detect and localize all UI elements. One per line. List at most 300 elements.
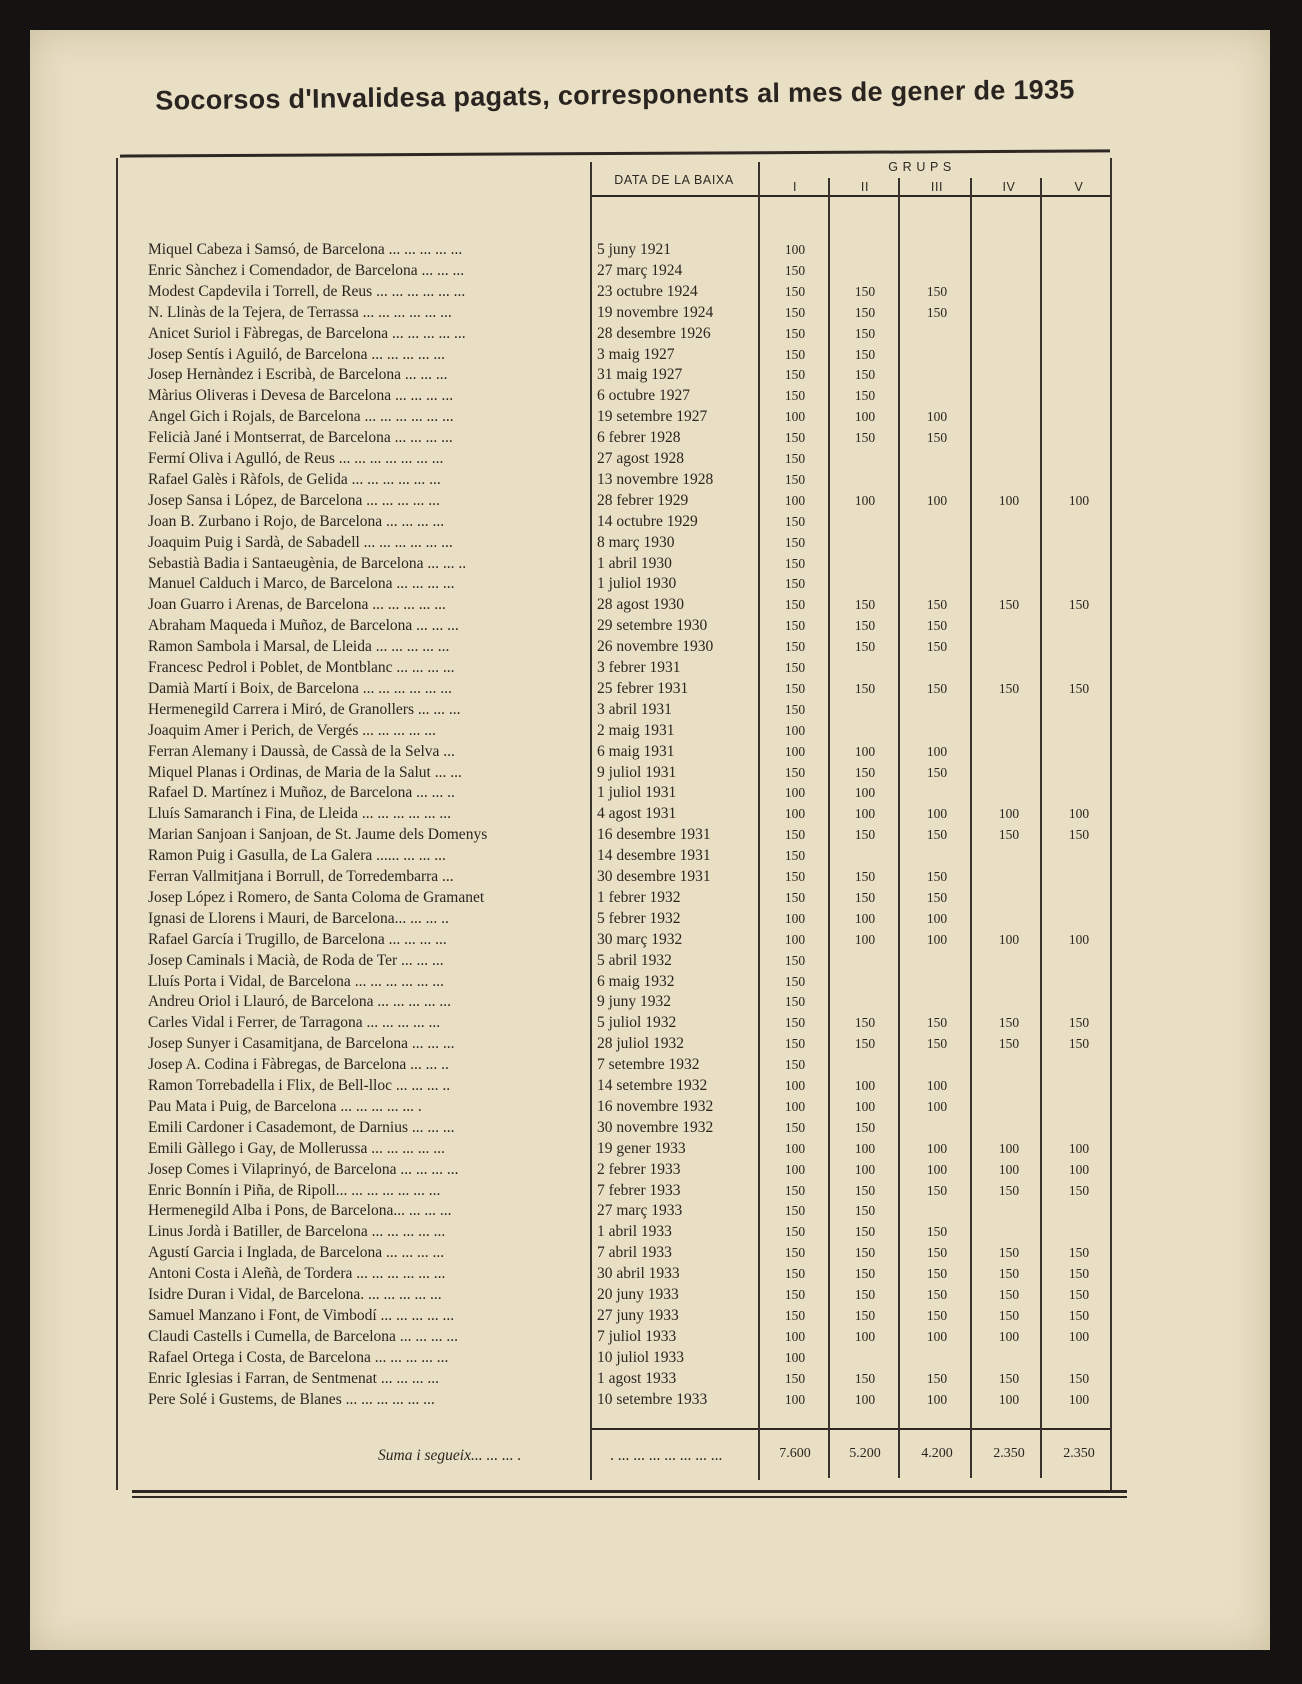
group-amount: 150 [784,1182,806,1198]
group-amount: 150 [998,1266,1020,1282]
group-amount: 150 [998,1036,1020,1052]
group-amount: 150 [926,1224,948,1240]
group-amount: 150 [784,471,806,487]
discharge-date: 3 abril 1931 [597,700,672,718]
beneficiary-name: Ramon Puig i Gasulla, de La Galera ...... ... ... ... [148,847,446,865]
discharge-date: 2 febrer 1933 [597,1160,681,1178]
group-amount: 100 [998,1391,1020,1407]
table-row [0,491,1302,511]
table-row [0,1306,1302,1326]
table-row [0,721,1302,741]
discharge-date: 19 gener 1933 [597,1139,686,1157]
discharge-date: 20 juny 1933 [597,1286,679,1303]
group-amount: 100 [854,910,876,926]
beneficiary-name: Anicet Suriol i Fàbregas, de Barcelona ... ... ... ... ... [148,324,466,342]
group-amount: 150 [926,827,948,843]
group-amount: 100 [854,806,876,822]
table-row [0,888,1302,908]
group-amount: 150 [784,764,806,780]
group-amount: 150 [784,367,806,383]
discharge-date: 16 desembre 1931 [597,826,711,844]
discharge-date: 27 març 1924 [597,261,683,279]
group-amount: 150 [784,889,806,905]
group-amount: 100 [854,1098,876,1114]
discharge-date: 1 abril 1930 [597,554,672,572]
beneficiary-name: Hermenegild Carrera i Miró, de Granollers ... ... ... [148,700,461,718]
group-amount: 100 [998,1140,1020,1156]
discharge-date: 6 febrer 1928 [597,429,681,447]
group-amount: 150 [926,283,948,299]
group-amount: 150 [854,1203,876,1219]
group-amount: 150 [784,513,806,529]
group-amount: 150 [784,827,806,843]
beneficiary-name: Sebastià Badia i Santaeugènia, de Barcelona ... ... .. [148,554,467,572]
beneficiary-name: Enric Bonnín i Piña, de Ripoll... ... ... ... ... ... ... [148,1181,441,1199]
table-row [0,1181,1302,1201]
discharge-date: 16 novembre 1932 [597,1097,714,1115]
group-amount: 100 [1068,1328,1090,1344]
total-group-v: 2.350 [1063,1446,1095,1461]
table-row [0,386,1302,406]
table-row [0,1222,1302,1242]
group-amount: 100 [854,1161,876,1177]
group-amount: 100 [1068,1161,1090,1177]
group-amount: 150 [784,848,806,864]
discharge-date: 6 maig 1931 [597,742,675,760]
table-row [0,1118,1302,1138]
discharge-date: 19 setembre 1927 [597,408,708,426]
table-row [0,1076,1302,1096]
beneficiary-name: Ferran Vallmitjana i Borrull, de Torredembarra ... [148,868,454,885]
beneficiary-name: Joan B. Zurbano i Rojo, de Barcelona ... ... ... ... [148,512,445,530]
group-amount: 150 [784,388,806,404]
group-amount: 150 [854,618,876,634]
group-amount: 100 [784,1328,806,1344]
discharge-date: 26 novembre 1930 [597,638,714,656]
beneficiary-name: Modest Capdevila i Torrell, de Reus ... ... ... ... ... ... [148,282,466,300]
group-amount: 100 [926,1078,948,1093]
table-row [0,972,1302,992]
beneficiary-name: Enric Sànchez i Comendador, de Barcelona ... ... ... [148,261,465,279]
discharge-date: 23 octubre 1924 [597,282,698,300]
discharge-date: 27 agost 1928 [597,450,684,467]
group-ii-header: II [860,180,870,194]
group-amount: 100 [784,806,806,822]
discharge-date: 4 agost 1931 [597,805,677,823]
discharge-date: 28 febrer 1929 [597,491,689,509]
group-amount: 150 [1068,827,1090,843]
group-amount: 100 [998,1161,1020,1177]
group-amount: 150 [1068,1307,1090,1323]
group-amount: 150 [784,534,806,550]
group-amount: 150 [854,680,876,696]
discharge-date: 2 maig 1931 [597,721,675,739]
group-amount: 150 [784,639,806,655]
beneficiary-name: Josep A. Codina i Fàbregas, de Barcelona ... ... .. [148,1056,449,1074]
beneficiary-name: Felicià Jané i Montserrat, de Barcelona ... ... ... ... [148,429,453,447]
group-amount: 150 [1068,1036,1090,1052]
group-amount: 150 [926,680,948,696]
group-amount: 100 [854,1140,876,1156]
group-amount: 150 [926,618,948,634]
discharge-date: 29 setembre 1930 [597,617,708,635]
beneficiary-name: Ramon Sambola i Marsal, de Lleida ... ... ... ... ... [148,638,450,656]
group-amount: 100 [926,743,948,759]
beneficiary-name: Agustí Garcia i Inglada, de Barcelona ... ... ... ... [148,1244,445,1262]
group-amount: 150 [998,680,1020,696]
totals-rule [590,1428,1110,1430]
table-row [0,909,1302,929]
group-amount: 100 [926,1140,948,1156]
group-amount: 100 [784,722,806,738]
date-column-header: DATA DE LA BAIXA [614,173,734,187]
group-amount: 150 [998,1182,1020,1198]
beneficiary-name: Carles Vidal i Ferrer, de Tarragona ... ... ... ... ... [148,1014,441,1032]
beneficiary-name: Josep Comes i Vilaprinyó, de Barcelona ... ... ... ... [148,1160,459,1178]
group-amount: 100 [1068,492,1090,508]
group-amount: 100 [854,785,876,801]
beneficiary-name: Josep Hernàndez i Escribà, de Barcelona ... ... ... [148,366,448,384]
beneficiary-name: Pau Mata i Puig, de Barcelona ... ... ... ... ... . [148,1097,422,1115]
subtotal-leader-dots: . ... ... ... ... ... ... ... [610,1447,723,1464]
table-row [0,1139,1302,1159]
beneficiary-name: Miquel Cabeza i Samsó, de Barcelona ... ... ... ... ... [148,241,463,258]
beneficiary-name: N. Llinàs de la Tejera, de Terrassa ... ... ... ... ... ... [148,303,452,321]
group-amount: 100 [854,409,876,425]
group-amount: 150 [854,325,876,341]
beneficiary-name: Fermí Oliva i Agulló, de Reus ... ... ... ... ... ... ... [148,450,444,467]
group-amount: 150 [998,1370,1020,1386]
group-amount: 100 [1068,806,1090,822]
beneficiary-name: Emili Cardoner i Casademont, de Darnius ... ... ... [148,1118,455,1136]
beneficiary-name: Miquel Planas i Ordinas, de Maria de la Salut ... ... [148,763,462,781]
beneficiary-name: Màrius Oliveras i Devesa de Barcelona ... ... ... ... [148,387,454,405]
group-amount: 150 [1068,1182,1090,1198]
table-row [0,1348,1302,1368]
discharge-date: 14 octubre 1929 [597,512,698,530]
group-amount: 150 [784,304,806,320]
beneficiary-name: Enric Iglesias i Farran, de Sentmenat ... ... ... ... [148,1369,439,1387]
group-amount: 150 [926,1307,948,1323]
group-amount: 100 [998,1328,1020,1344]
beneficiary-name: Andreu Oriol i Llauró, de Barcelona ... ... ... ... ... [148,993,452,1011]
table-row [0,428,1302,448]
group-amount: 150 [784,1015,806,1031]
beneficiary-name: Josep López i Romero, de Santa Coloma de Gramanet [148,888,485,906]
total-group-i: 7.600 [779,1446,811,1461]
group-amount: 100 [784,409,806,425]
group-amount: 150 [926,1015,948,1031]
table-row [0,804,1302,824]
discharge-date: 5 juliol 1932 [597,1014,677,1032]
group-amount: 100 [784,1161,806,1177]
group-amount: 150 [784,325,806,341]
beneficiary-name: Rafael García i Trugillo, de Barcelona ... ... ... ... [148,930,447,948]
group-amount: 150 [784,1245,806,1261]
group-amount: 150 [854,1266,876,1282]
table-row [0,1160,1302,1180]
table-row [0,930,1302,950]
group-amount: 100 [926,409,948,425]
group-amount: 150 [854,1245,876,1261]
group-amount: 150 [926,1370,948,1386]
table-bottom-rule [132,1490,1127,1493]
group-i-header: I [792,180,798,194]
group-amount: 150 [1068,1245,1090,1261]
group-amount: 150 [1068,597,1090,613]
group-amount: 150 [926,430,948,446]
discharge-date: 25 febrer 1931 [597,679,689,697]
subtotal-label: Suma i segueix... ... ... . [378,1447,522,1464]
group-amount: 150 [784,576,806,592]
group-amount: 150 [1068,680,1090,696]
group-amount: 100 [926,931,948,947]
beneficiary-name: Josep Sentís i Aguiló, de Barcelona ... ... ... ... ... [148,345,446,363]
table-row [0,1327,1302,1347]
beneficiary-name: Lluís Samaranch i Fina, de Lleida ... ... ... ... ... ... [148,805,452,823]
group-amount: 150 [926,764,948,780]
table-row [0,449,1302,469]
beneficiary-name: Ferran Alemany i Daussà, de Cassà de la Selva ... [148,742,455,760]
beneficiary-name: Ignasi de Llorens i Mauri, de Barcelona... ... ... .. [148,909,449,927]
beneficiary-name: Linus Jordà i Batiller, de Barcelona ... ... ... ... ... [148,1223,446,1241]
page-title: Socorsos d'Invalidesa pagats, corresponents al mes de gener de 1935 [155,74,1075,116]
group-amount: 150 [854,1015,876,1031]
group-amount: 150 [784,430,806,446]
groups-header: G R U P S [888,160,952,174]
discharge-date: 8 març 1930 [597,533,675,551]
group-amount: 150 [854,1036,876,1052]
group-amount: 150 [784,1224,806,1240]
group-amount: 100 [926,492,948,508]
discharge-date: 13 novembre 1928 [597,470,714,488]
group-amount: 150 [854,1307,876,1323]
group-amount: 150 [998,1307,1020,1323]
beneficiary-name: Lluís Porta i Vidal, de Barcelona ... ... ... ... ... ... [148,972,444,990]
discharge-date: 7 abril 1933 [597,1244,672,1262]
group-amount: 150 [926,1245,948,1261]
discharge-date: 1 juliol 1931 [597,784,677,802]
beneficiary-name: Joan Guarro i Arenas, de Barcelona ... ... ... ... ... [148,596,446,614]
group-amount: 100 [854,743,876,759]
group-amount: 100 [926,910,948,926]
group-amount: 100 [784,1098,806,1114]
table-row [0,825,1302,845]
table-row [0,574,1302,594]
group-amount: 150 [854,597,876,613]
beneficiary-name: Pere Solé i Gustems, de Blanes ... ... ... ... ... ... [148,1390,435,1408]
discharge-date: 28 desembre 1926 [597,324,711,342]
table-row [0,1055,1302,1075]
discharge-date: 9 juliol 1931 [597,763,677,781]
group-amount: 150 [854,827,876,843]
table-row [0,1201,1302,1221]
beneficiary-name: Francesc Pedrol i Poblet, de Montblanc ... ... ... ... [148,659,455,676]
group-amount: 150 [854,430,876,446]
discharge-date: 14 desembre 1931 [597,847,711,865]
table-row [0,533,1302,553]
group-amount: 150 [854,283,876,299]
table-row [0,742,1302,762]
group-amount: 150 [784,1287,806,1302]
group-amount: 150 [784,555,806,571]
group-amount: 150 [784,1370,806,1386]
group-amount: 150 [784,618,806,634]
group-amount: 150 [926,1287,948,1302]
group-amount: 100 [926,1098,948,1114]
table-row [0,261,1302,281]
discharge-date: 10 juliol 1933 [597,1348,684,1366]
discharge-date: 27 març 1933 [597,1202,683,1220]
discharge-date: 1 abril 1933 [597,1223,672,1241]
discharge-date: 7 juliol 1933 [597,1327,677,1345]
beneficiary-name: Manuel Calduch i Marco, de Barcelona ... ... ... ... [148,575,455,593]
group-amount: 100 [784,910,806,926]
group-amount: 150 [784,451,806,466]
group-amount: 150 [854,1287,876,1302]
table-row [0,637,1302,657]
group-amount: 100 [926,1161,948,1177]
table-row [0,512,1302,532]
table-row [0,595,1302,615]
group-amount: 150 [926,869,948,884]
table-row [0,700,1302,720]
group-amount: 150 [1068,1287,1090,1302]
group-amount: 100 [998,806,1020,822]
table-row [0,783,1302,803]
group-amount: 100 [854,1391,876,1407]
discharge-date: 5 abril 1932 [597,951,672,969]
group-amount: 150 [854,1182,876,1198]
beneficiary-name: Damià Martí i Boix, de Barcelona ... ... ... ... ... ... [148,679,452,697]
group-amount: 100 [784,1391,806,1407]
group-amount: 150 [998,827,1020,843]
table-row [0,1264,1302,1284]
beneficiary-name: Antoni Costa i Aleñà, de Tordera ... ... ... ... ... ... [148,1265,446,1283]
group-amount: 150 [784,283,806,299]
beneficiary-name: Marian Sanjoan i Sanjoan, de St. Jaume dels Domenys [148,826,488,844]
group-amount: 150 [854,1370,876,1386]
table-row [0,282,1302,302]
group-amount: 100 [784,1349,806,1365]
table-bottom-rule-thin [132,1496,1127,1498]
beneficiary-name: Abraham Maqueda i Muñoz, de Barcelona ... ... ... [148,617,459,635]
group-amount: 150 [926,597,948,613]
discharge-date: 3 maig 1927 [597,345,675,363]
group-amount: 100 [854,492,876,508]
beneficiary-name: Angel Gich i Rojals, de Barcelona ... ... ... ... ... ... [148,408,454,426]
discharge-date: 27 juny 1933 [597,1306,679,1324]
discharge-date: 7 febrer 1933 [597,1181,681,1199]
group-amount: 150 [926,889,948,905]
table-row [0,1013,1302,1033]
group-amount: 150 [998,1245,1020,1261]
beneficiary-name: Joaquim Puig i Sardà, de Sabadell ... ... ... ... ... ... [148,533,453,551]
group-amount: 150 [784,994,806,1010]
group-amount: 100 [784,1140,806,1156]
table-row [0,1390,1302,1410]
group-amount: 150 [784,973,806,989]
group-amount: 100 [784,931,806,947]
group-amount: 150 [854,639,876,655]
group-amount: 150 [784,346,806,362]
beneficiary-name: Joaquim Amer i Perich, de Vergés ... ... ... ... ... [148,721,436,739]
table-row [0,324,1302,344]
group-amount: 150 [854,1119,876,1135]
table-row [0,616,1302,636]
table-row [0,992,1302,1012]
group-amount: 100 [1068,1391,1090,1407]
group-amount: 100 [784,492,806,508]
group-amount: 150 [784,1266,806,1282]
group-amount: 150 [1068,1266,1090,1282]
group-amount: 150 [1068,1015,1090,1031]
group-amount: 150 [854,764,876,780]
group-amount: 150 [784,869,806,884]
group-amount: 100 [784,743,806,759]
group-amount: 100 [784,242,806,257]
discharge-date: 14 setembre 1932 [597,1077,708,1094]
group-amount: 150 [784,680,806,696]
table-row [0,846,1302,866]
discharge-date: 6 octubre 1927 [597,387,690,405]
table-row [0,303,1302,323]
group-amount: 150 [784,1057,806,1073]
beneficiary-name: Josep Sunyer i Casamitjana, de Barcelona ... ... ... [148,1035,455,1053]
discharge-date: 9 juny 1932 [597,993,672,1011]
group-amount: 100 [784,785,806,801]
table-row [0,1369,1302,1389]
group-amount: 150 [926,639,948,655]
table-row [0,407,1302,427]
discharge-date: 30 abril 1933 [597,1265,680,1283]
discharge-date: 19 novembre 1924 [597,303,714,321]
group-amount: 150 [998,1015,1020,1031]
table-row [0,470,1302,490]
group-amount: 100 [926,1328,948,1344]
discharge-date: 30 desembre 1931 [597,868,711,885]
group-amount: 100 [1068,931,1090,947]
beneficiary-name: Ramon Torrebadella i Flix, de Bell-lloc ... ... ... .. [148,1077,451,1094]
group-amount: 150 [784,262,806,278]
discharge-date: 6 maig 1932 [597,972,675,990]
beneficiary-name: Claudi Castells i Cumella, de Barcelona ... ... ... ... [148,1327,458,1345]
discharge-date: 5 febrer 1932 [597,909,681,927]
beneficiary-name: Josep Caminals i Macià, de Roda de Ter ... ... ... [148,951,444,969]
group-amount: 100 [998,931,1020,947]
total-group-iv: 2.350 [993,1446,1025,1461]
discharge-date: 31 maig 1927 [597,366,683,384]
beneficiary-name: Isidre Duran i Vidal, de Barcelona. ... ... ... ... ... [148,1286,442,1303]
group-amount: 150 [854,304,876,320]
table-row [0,554,1302,574]
beneficiary-name: Rafael Galès i Ràfols, de Gelida ... ... ... ... ... ... [148,470,441,488]
discharge-date: 5 juny 1921 [597,241,672,258]
beneficiary-name: Hermenegild Alba i Pons, de Barcelona... ... ... ... [148,1202,452,1220]
discharge-date: 30 novembre 1932 [597,1118,714,1136]
group-amount: 150 [854,346,876,362]
table-row [0,345,1302,365]
table-row [0,951,1302,971]
group-amount: 100 [854,1078,876,1093]
discharge-date: 28 agost 1930 [597,596,684,614]
discharge-date: 1 juliol 1930 [597,575,677,593]
discharge-date: 1 agost 1933 [597,1369,677,1387]
table-row [0,1097,1302,1117]
group-v-header: V [1074,180,1084,194]
group-amount: 100 [854,931,876,947]
total-group-iii: 4.200 [921,1446,953,1461]
